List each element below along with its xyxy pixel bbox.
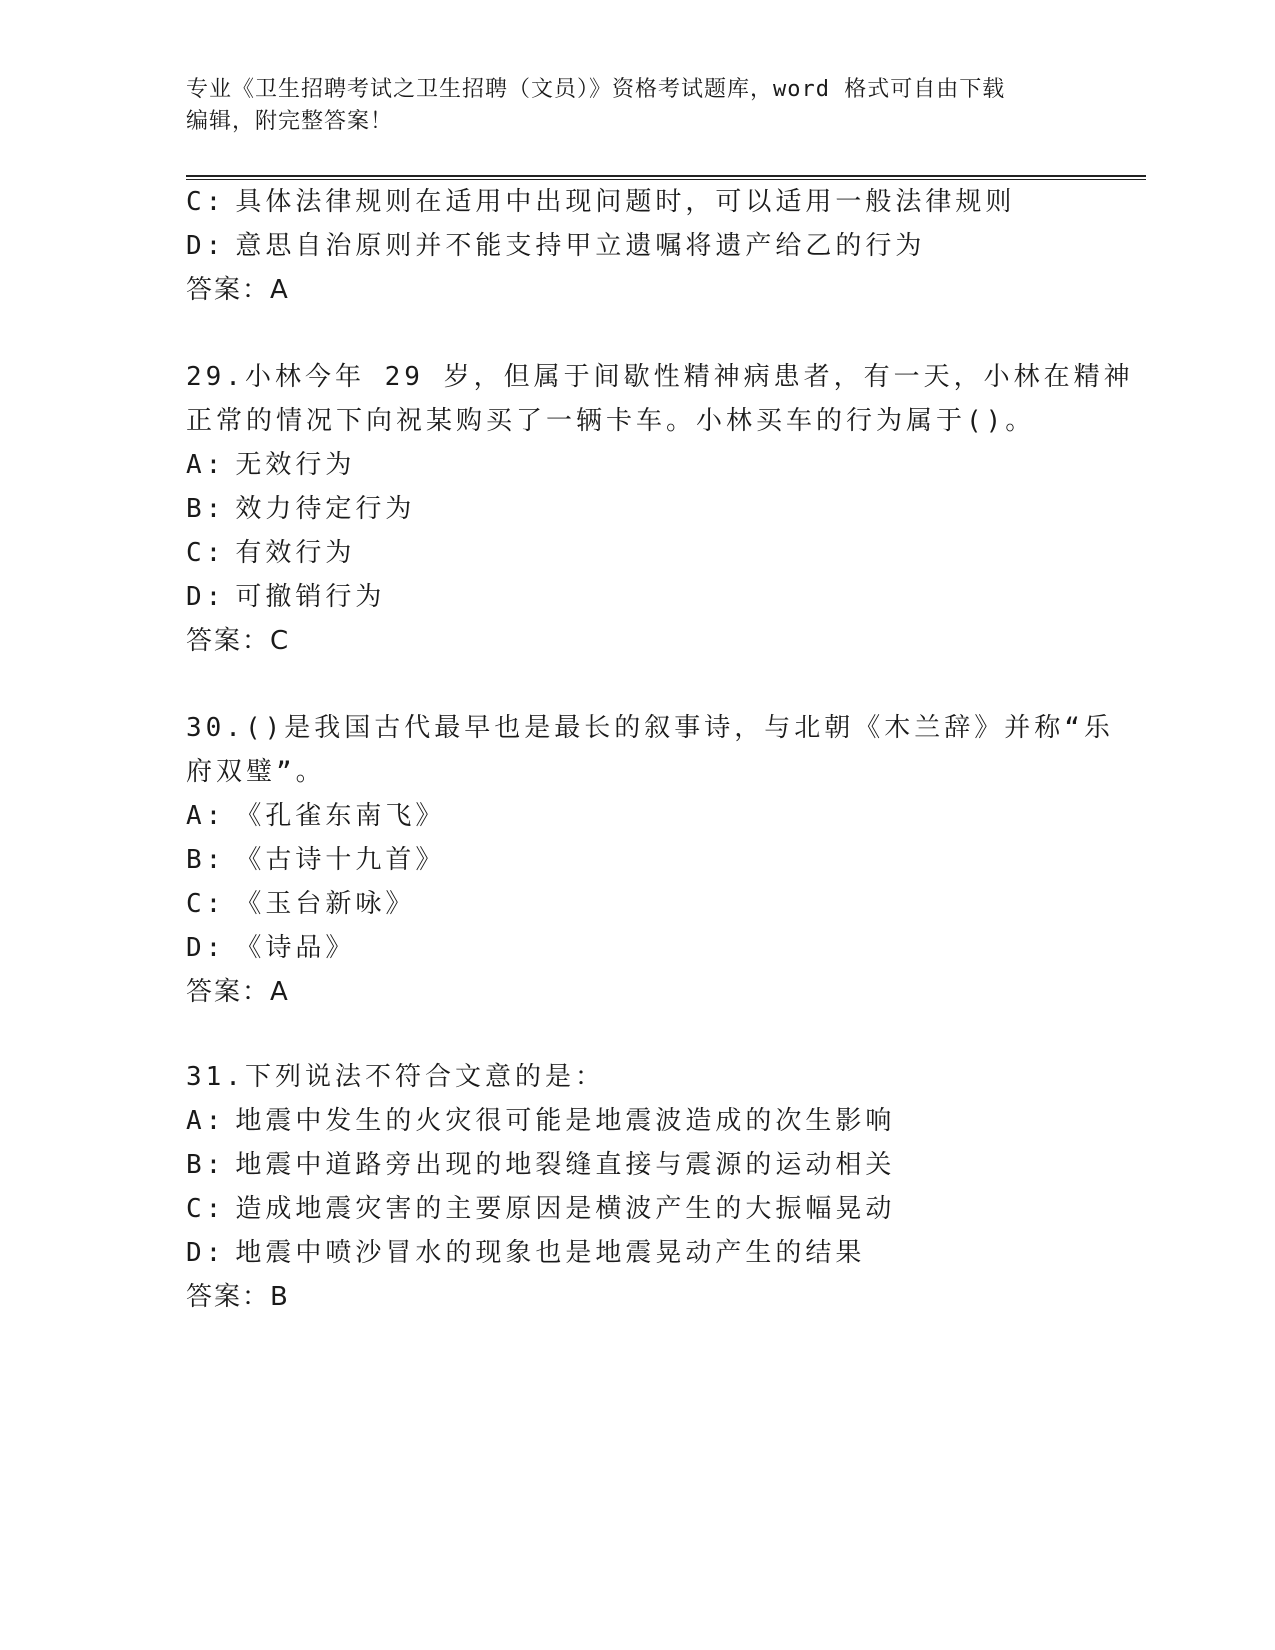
option-text: 有效行为: [235, 538, 356, 568]
option-line: [186, 886, 415, 922]
page-header: [186, 74, 1066, 138]
question-stem-line: 府双璧”。: [186, 757, 326, 787]
option-line: [186, 184, 1015, 220]
question-stem-line: 30.()是我国古代最早也是最长的叙事诗，与北朝《木兰辞》并称“乐: [186, 713, 1114, 743]
option-text: 《玉台新咏》: [235, 889, 416, 919]
option-label: B:: [186, 1150, 226, 1180]
option-line: [186, 228, 925, 264]
header-divider: [186, 175, 1146, 180]
answer-line: 答案：B: [186, 1282, 290, 1312]
answer-line: 答案：A: [186, 977, 290, 1007]
option-text: 《孔雀东南飞》: [235, 801, 446, 831]
header-line-1: 专业《卫生招聘考试之卫生招聘（文员）》资格考试题库，word 格式可自由下载: [186, 77, 1006, 102]
option-line: [186, 1103, 895, 1139]
option-text: 地震中发生的火灾很可能是地震波造成的次生影响: [235, 1106, 896, 1136]
option-label: D:: [186, 231, 226, 261]
option-label: D:: [186, 582, 226, 612]
option-line: [186, 1235, 865, 1271]
option-text: 意思自治原则并不能支持甲立遗嘱将遗产给乙的行为: [235, 231, 926, 261]
option-line: [186, 1191, 895, 1227]
option-label: B:: [186, 494, 226, 524]
question-stem-line: 正常的情况下向祝某购买了一辆卡车。小林买车的行为属于()。: [186, 406, 1036, 436]
option-text: 可撤销行为: [235, 582, 386, 612]
option-text: 地震中道路旁出现的地裂缝直接与震源的运动相关: [235, 1150, 896, 1180]
option-text: 《古诗十九首》: [235, 845, 446, 875]
option-label: C:: [186, 187, 226, 217]
option-label: D:: [186, 933, 226, 963]
option-text: 具体法律规则在适用中出现问题时，可以适用一般法律规则: [235, 187, 1016, 217]
question-stem-line: 29.小林今年 29 岁，但属于间歇性精神病患者，有一天，小林在精神: [186, 362, 1134, 392]
option-text: 造成地震灾害的主要原因是横波产生的大振幅晃动: [235, 1194, 896, 1224]
option-label: D:: [186, 1238, 226, 1268]
option-label: C:: [186, 538, 226, 568]
answer-line: 答案：A: [186, 275, 290, 305]
option-text: 地震中喷沙冒水的现象也是地震晃动产生的结果: [235, 1238, 866, 1268]
header-line-2: 编辑，附完整答案！: [186, 109, 394, 134]
option-line: [186, 491, 415, 527]
option-text: 《诗品》: [235, 933, 356, 963]
option-line: [186, 798, 445, 834]
option-line: [186, 930, 355, 966]
option-line: [186, 579, 385, 615]
option-line: [186, 447, 355, 483]
option-label: C:: [186, 1194, 226, 1224]
option-line: [186, 842, 445, 878]
option-label: B:: [186, 845, 226, 875]
option-label: A:: [186, 1106, 226, 1136]
question-stem-line: 31.下列说法不符合文意的是：: [186, 1062, 605, 1092]
option-text: 无效行为: [235, 450, 356, 480]
option-label: A:: [186, 450, 226, 480]
option-line: [186, 1147, 895, 1183]
option-label: C:: [186, 889, 226, 919]
option-label: A:: [186, 801, 226, 831]
option-line: [186, 535, 355, 571]
option-text: 效力待定行为: [235, 494, 416, 524]
answer-line: 答案：C: [186, 626, 291, 656]
